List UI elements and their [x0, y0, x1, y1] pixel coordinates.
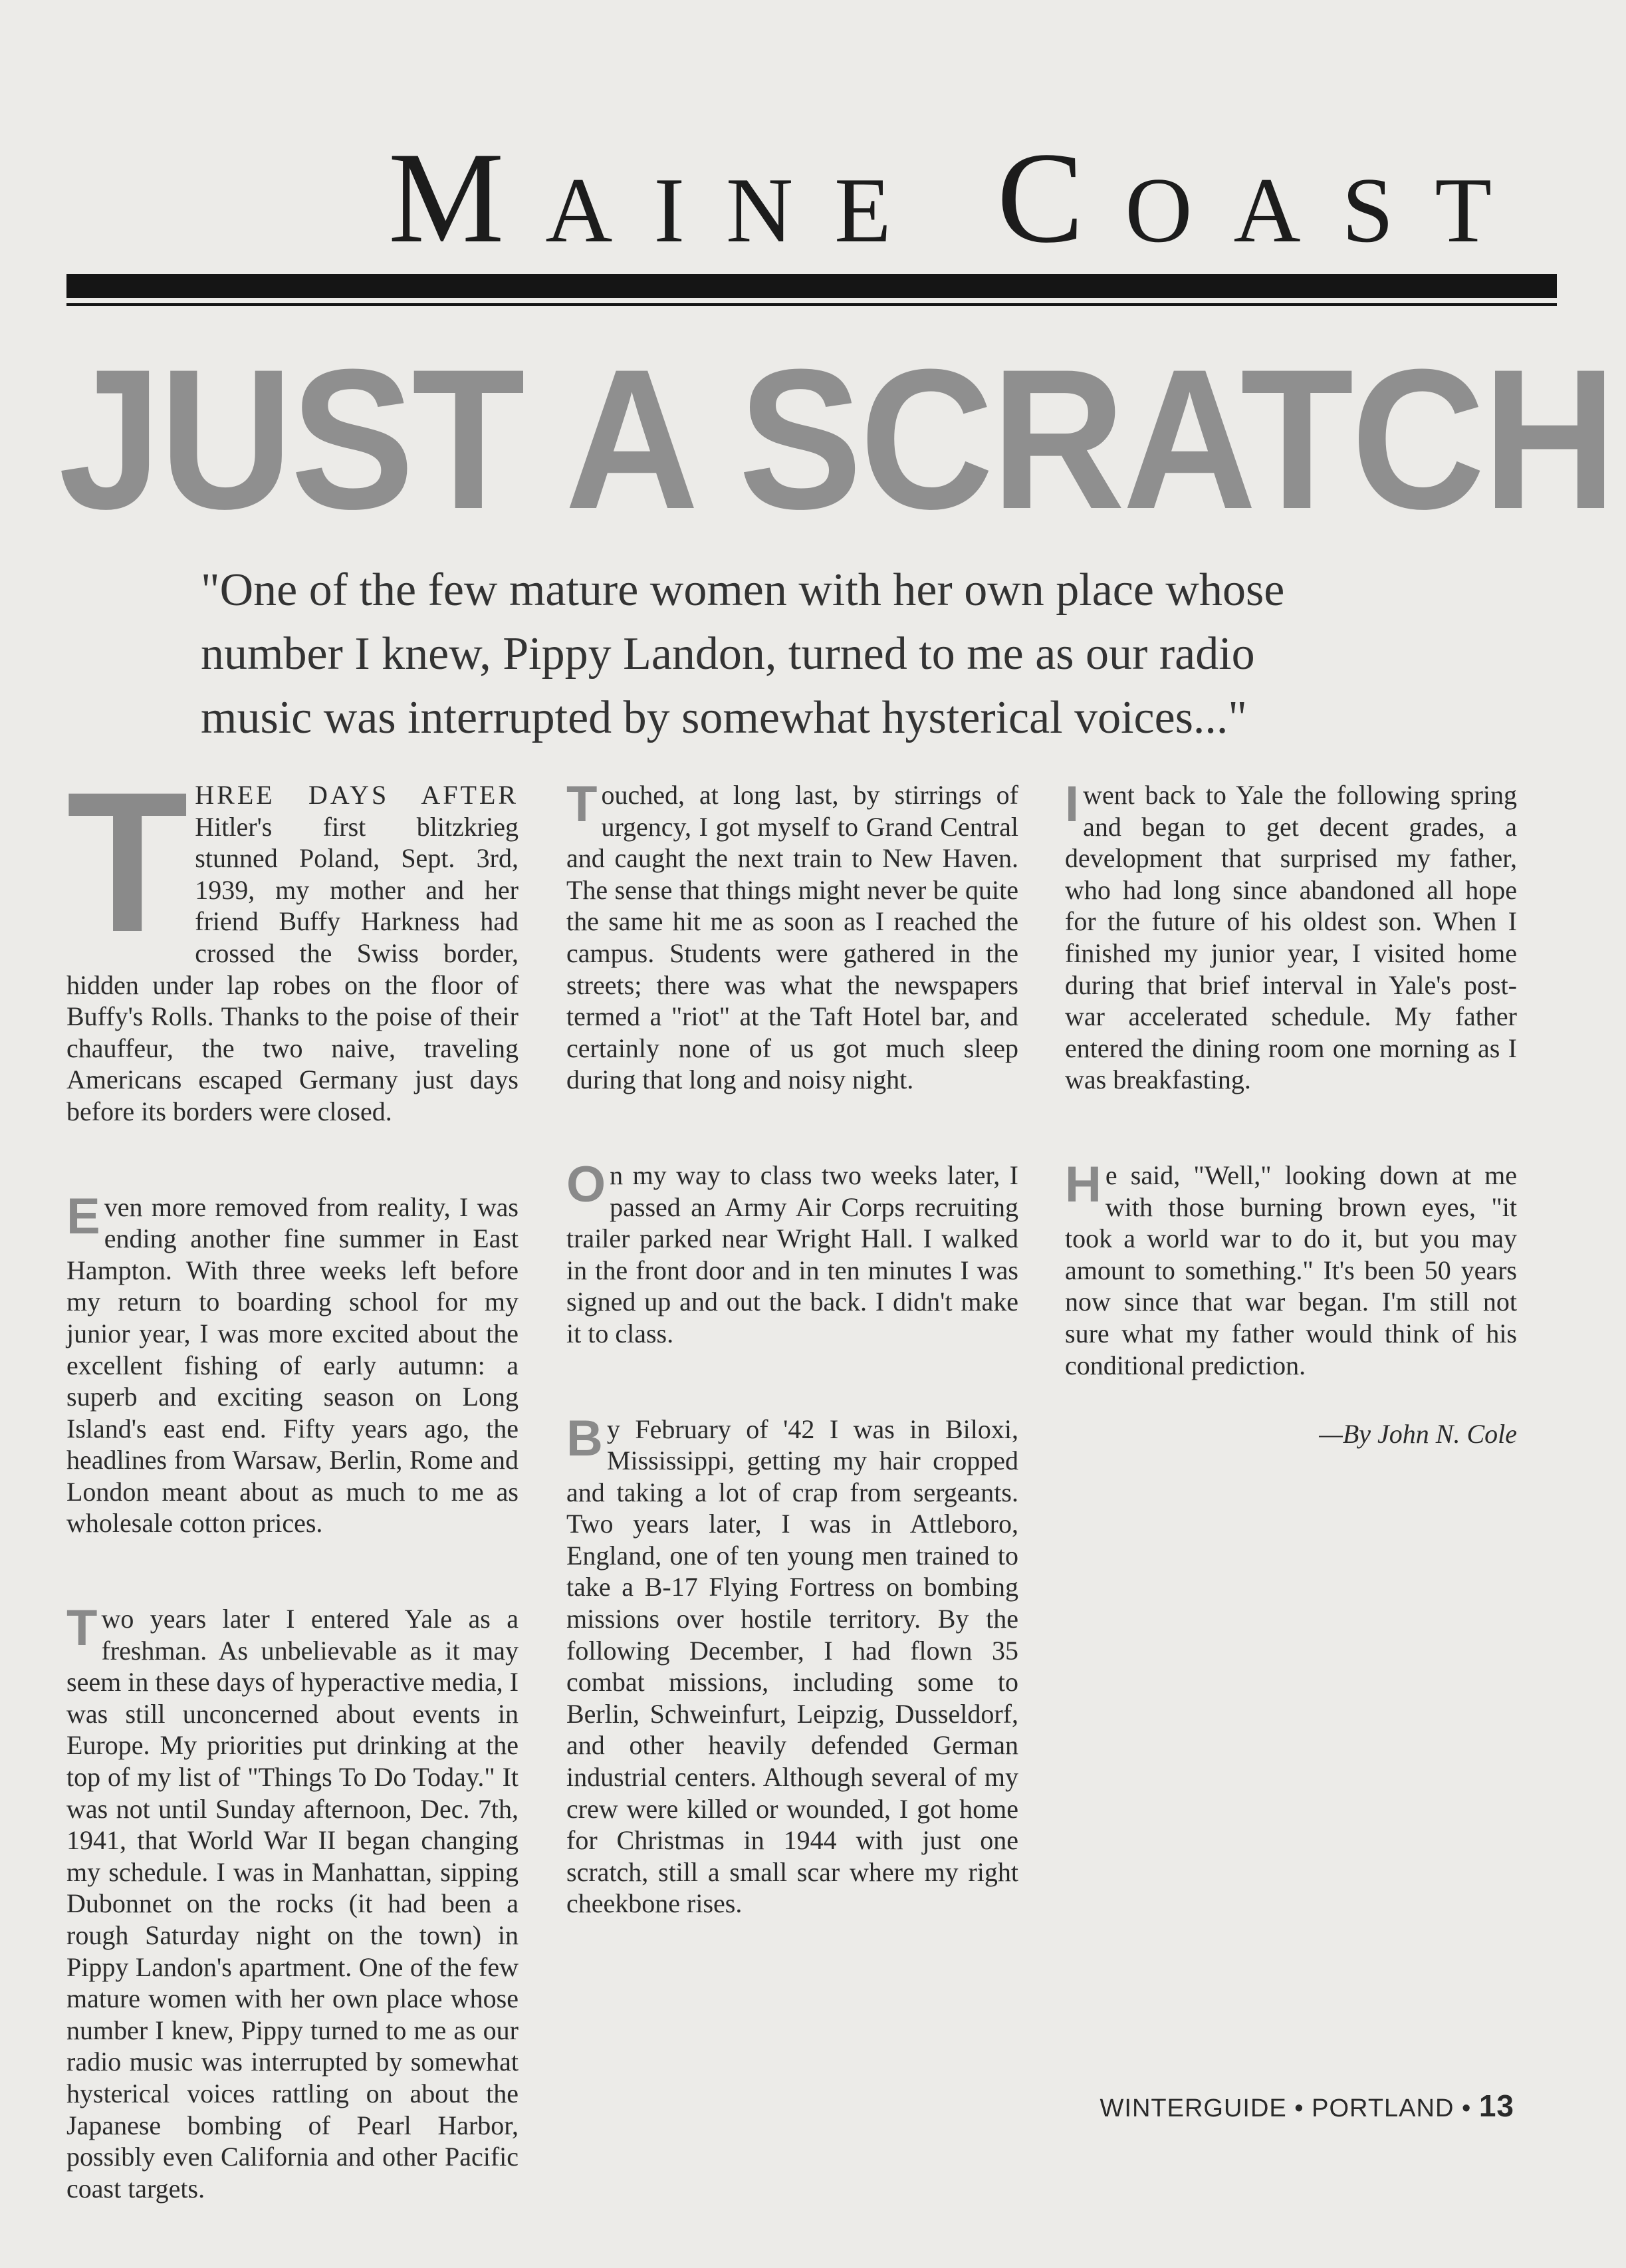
page-footer: WINTERGUIDE • PORTLAND • 13: [1100, 2088, 1514, 2123]
column-3: [1065, 776, 1517, 1450]
section-title: [388, 126, 1533, 270]
paragraph-1: [66, 750, 519, 1128]
page-number: 13: [1478, 2088, 1514, 2123]
paragraph-6: [566, 1410, 1018, 1920]
paragraph-3: [66, 1600, 519, 2204]
paragraph-text: e said, "Well," looking down at me with those burning brown eyes, "it took a world war to do it, but you may amount to something." It's been 50 years now since that war began. I'm still not sure what my father would think of his conditional prediction.: [1065, 1160, 1517, 1380]
section-title-cap-m: M: [388, 126, 546, 270]
drop-cap: B: [566, 1410, 603, 1467]
paragraph-5: [566, 1156, 1018, 1350]
section-title-cap-c: C: [996, 126, 1125, 270]
paragraph-4: [566, 776, 1018, 1096]
paragraph-text: ouched, at long last, by stirrings of urgency, I got myself to Grand Central and caught the next train to New Haven. The sense that things might never be quite the same hit me as soon as I reached the campus. Students were gathered in the streets; there was what the newspapers termed a "riot" at the Taft Hotel bar, and certainly none of us got much sleep during that long and noisy night.: [566, 780, 1018, 1095]
paragraph-2: [66, 1188, 519, 1540]
column-1: [66, 750, 519, 2268]
paragraph-opener: HREE DAYS AFTER: [195, 780, 519, 810]
footer-city: PORTLAND: [1312, 2094, 1454, 2122]
drop-cap: T: [66, 1600, 98, 1657]
paragraph-text: ven more removed from reality, I was ending another fine summer in East Hampton. With three weeks left before my return to boarding school for my junior year, I was more excited about the excellent fishing of early autumn: a superb and exciting season on Long Island's east end. Fifty years ago, the headlines from Warsaw, Berlin, Rome and London meant about as much to me as wholesale cotton prices.: [66, 1192, 519, 1539]
section-title-word-2: OAST: [1125, 159, 1533, 262]
paragraph-text: n my way to class two weeks later, I passed an Army Air Corps recruiting trailer parked near Wright Hall. I walked in the front door and in ten minutes I was signed up and out the back. I didn't make it to class.: [566, 1160, 1018, 1348]
drop-cap: I: [1065, 776, 1080, 832]
byline: —By John N. Cole: [1319, 1419, 1517, 1449]
paragraph-7: [1065, 776, 1517, 1096]
drop-cap: E: [66, 1188, 100, 1245]
paragraph-text: y February of '42 I was in Biloxi, Mississippi, getting my hair cropped and taking a lot of crap from sergeants. Two years later, I was in Attleboro, England, one of ten young men trained to take a B-17 Flying Fortress on bombing missions over hostile territory. By the following December, I had flown 35 combat missions, including some to Berlin, Schweinfurt, Leipzig, Dusseldorf, and other heavily defended German industrial centers. Although several of my crew were killed or wounded, I got home for Christmas in 1944 with just one scratch, still a small scar where my right cheekbone rises.: [566, 1414, 1018, 1919]
drop-cap: T: [66, 750, 189, 973]
paragraph-text: Hitler's first blitzkrieg stunned Poland, Sept. 3rd, 1939, my mother and her friend Buffy Harkness had crossed the Swiss border, hidden under lap robes on the floor of Buffy's Rolls. Thanks to the poise of their chauffeur, the two naive, traveling Americans escaped Germany just days before its borders were closed.: [66, 811, 519, 1126]
header-rule-thin: [66, 303, 1557, 306]
pull-quote: "One of the few mature women with her own place whose number I knew, Pippy Landon, turned to me as our radio music was interrupted by somewhat hysterical voices...": [201, 565, 1285, 743]
section-title-word-1: AINE: [545, 159, 933, 262]
drop-cap: T: [566, 776, 598, 832]
article-headline: JUST A SCRATCH: [58, 327, 1615, 551]
paragraph-text: wo years later I entered Yale as a freshman. As unbelievable as it may seem in these days of hyperactive media, I was still unconcerned about events in Europe. My priorities put drinking at the top of my list of "Things To Do Today." It was not until Sunday afternoon, Dec. 7th, 1941, that World War II began changing my schedule. I was in Manhattan, sipping Dubonnet on the rocks (it had been a rough Saturday night on the town) in Pippy Landon's apartment. One of the few mature women with her own place whose number I knew, Pippy turned to me as our radio music was interrupted by somewhat hysterical voices rattling on about the Japanese bombing of Pearl Harbor, possibly even California and other Pacific coast targets.: [66, 1604, 519, 2204]
column-2: [566, 776, 1018, 1983]
header-rule-thick: [66, 274, 1557, 298]
paragraph-text: went back to Yale the following spring and began to get decent grades, a development that surprised my father, who had long since abandoned all hope for the future of his oldest son. When I finished my junior year, I visited home during that brief interval in Yale's post-war accelerated schedule. My father entered the dining room one morning as I was breakfasting.: [1065, 780, 1517, 1095]
drop-cap: O: [566, 1156, 606, 1213]
drop-cap: H: [1065, 1156, 1102, 1213]
paragraph-8: [1065, 1156, 1517, 1381]
footer-publication: WINTERGUIDE: [1100, 2094, 1287, 2122]
